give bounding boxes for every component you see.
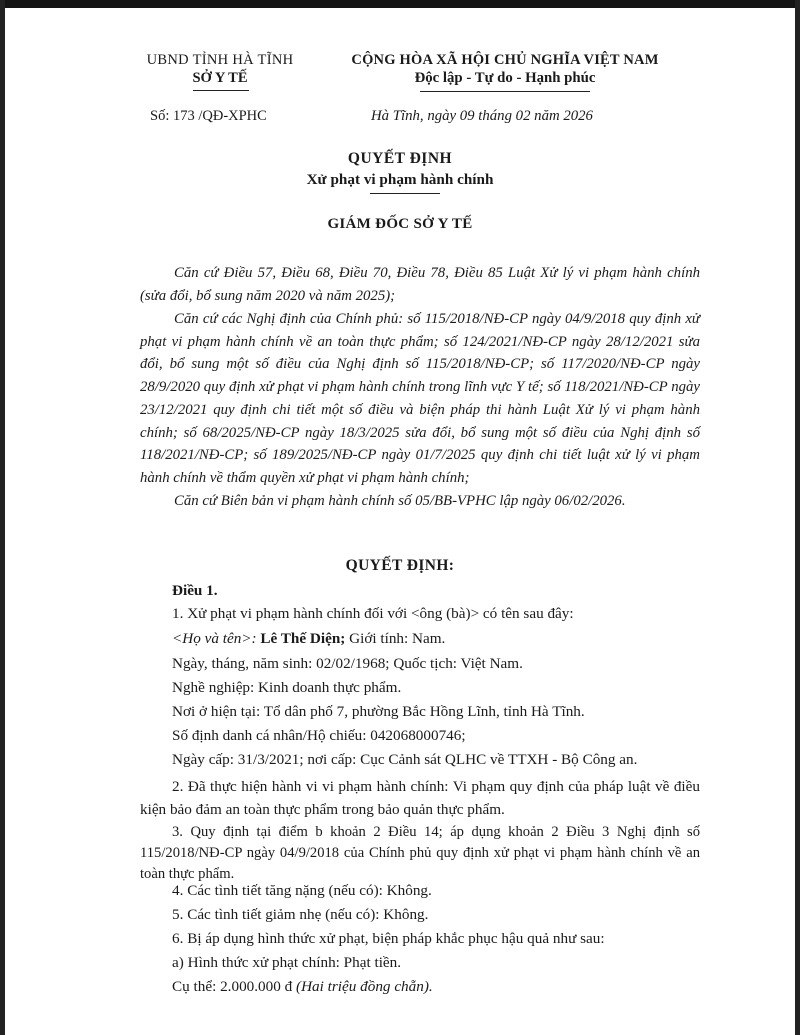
article-1-item-6: 6. Bị áp dụng hình thức xử phạt, biện pháp khắc phục hậu quả như sau: <box>172 930 605 947</box>
country-name: CỘNG HÒA XÃ HỘI CHỦ NGHĨA VIỆT NAM <box>351 52 659 68</box>
legal-basis-record <box>140 490 700 513</box>
article-1-item-1: 1. Xử phạt vi phạm hành chính đối với <ông (bà)> có tên sau đây: <box>172 605 574 622</box>
fine-amount-words: (Hai triệu đồng chẵn). <box>296 978 433 995</box>
legal-basis-law-text: Căn cứ Điều 57, Điều 68, Điều 70, Điều 78, Điều 85 Luật Xử lý vi phạm hành chính (sửa đổi, bổ sung năm 2020 và năm 2025); <box>140 265 700 304</box>
document-number: Số: 173 /QĐ-XPHC <box>150 108 267 124</box>
person-gender: Giới tính: Nam. <box>349 630 446 647</box>
fine-amount-line <box>172 978 433 996</box>
legal-basis-decrees <box>140 308 700 490</box>
person-id-number: Số định danh cá nhân/Hộ chiếu: 042068000746; <box>172 727 466 744</box>
legal-basis-record-text: Căn cứ Biên bản vi phạm hành chính số 05/BB-VPHC lập ngày 06/02/2026. <box>174 493 626 509</box>
person-name-value: Lê Thế Diện; <box>260 630 346 647</box>
article-1-heading: Điều 1. <box>172 582 218 599</box>
article-1-item-3: 3. Quy định tại điểm b khoản 2 Điều 14; áp dụng khoản 2 Điều 3 Nghị định số 115/2018/NĐ-CP ngày 04/9/2018 của Chính phủ quy định xử phạt vi phạm hành chính về an toàn thực phẩm. <box>140 824 700 882</box>
agency-name: SỞ Y TẾ <box>192 70 248 86</box>
article-1-item-2: 2. Đã thực hiện hành vi vi phạm hành chính: Vi phạm quy định của pháp luật về điều kiện bảo đảm an toàn thực phẩm trong bảo quản thực phẩm. <box>140 778 700 818</box>
person-dob: Ngày, tháng, năm sinh: 02/02/1968; Quốc tịch: Việt Nam. <box>172 655 523 672</box>
motto: Độc lập - Tự do - Hạnh phúc <box>414 70 596 86</box>
article-1-item-5: 5. Các tình tiết giảm nhẹ (nếu có): Không. <box>172 906 429 923</box>
document-subtitle: Xử phạt vi phạm hành chính <box>306 171 494 188</box>
article-1-item-4: 4. Các tình tiết tăng nặng (nếu có): Không. <box>172 882 432 899</box>
person-residence: Nơi ở hiện tại: Tổ dân phố 7, phường Bắc Hồng Lĩnh, tỉnh Hà Tĩnh. <box>172 703 585 720</box>
person-id-issued: Ngày cấp: 31/3/2021; nơi cấp: Cục Cảnh sát QLHC về TTXH - Bộ Công an. <box>172 751 638 768</box>
person-occupation: Nghề nghiệp: Kinh doanh thực phẩm. <box>172 679 402 696</box>
issuing-authority: GIÁM ĐỐC SỞ Y TẾ <box>327 216 473 232</box>
agency-underline <box>193 90 249 91</box>
agency-parent: UBND TỈNH HÀ TĨNH <box>146 52 294 68</box>
title-underline <box>370 193 440 194</box>
person-name-line <box>172 630 445 648</box>
scan-top-edge <box>0 0 800 8</box>
decision-heading: QUYẾT ĐỊNH: <box>345 557 455 574</box>
document-title: QUYẾT ĐỊNH <box>347 150 453 167</box>
legal-basis-law <box>140 262 700 307</box>
legal-basis-decrees-text: Căn cứ các Nghị định của Chính phủ: số 115/2018/NĐ-CP ngày 04/9/2018 quy định xử phạt vi phạm hành chính về an toàn thực phẩm; số 124/2021/NĐ-CP ngày 28/12/2021 sửa đổi, bổ sung một số điều của Nghị định số 115/2018/NĐ-CP; số 117/2020/NĐ-CP ngày 28/9/2020 quy định xử phạt vi phạm hành chính trong lĩnh vực Y tế; số 118/2021/NĐ-CP ngày 23/12/2021 quy định chi tiết một số điều và biện pháp thi hành Luật Xử lý vi phạm hành chính; số 68/2025/NĐ-CP ngày 18/3/2025 sửa đổi, bổ sung một số điều của Nghị định số 118/2021/NĐ-CP; số 189/2025/NĐ-CP ngày 01/7/2025 quy định chi tiết luật xử lý vi phạm hành chính về thẩm quyền xử phạt vi phạm hành chính; <box>140 311 700 486</box>
person-name-label: <Họ và tên>: <box>172 630 257 647</box>
place-date: Hà Tĩnh, ngày 09 tháng 02 năm 2026 <box>371 108 593 124</box>
motto-underline <box>420 91 590 92</box>
article-1-item-6a: a) Hình thức xử phạt chính: Phạt tiền. <box>172 954 402 971</box>
fine-amount: Cụ thể: 2.000.000 đ <box>172 978 293 995</box>
